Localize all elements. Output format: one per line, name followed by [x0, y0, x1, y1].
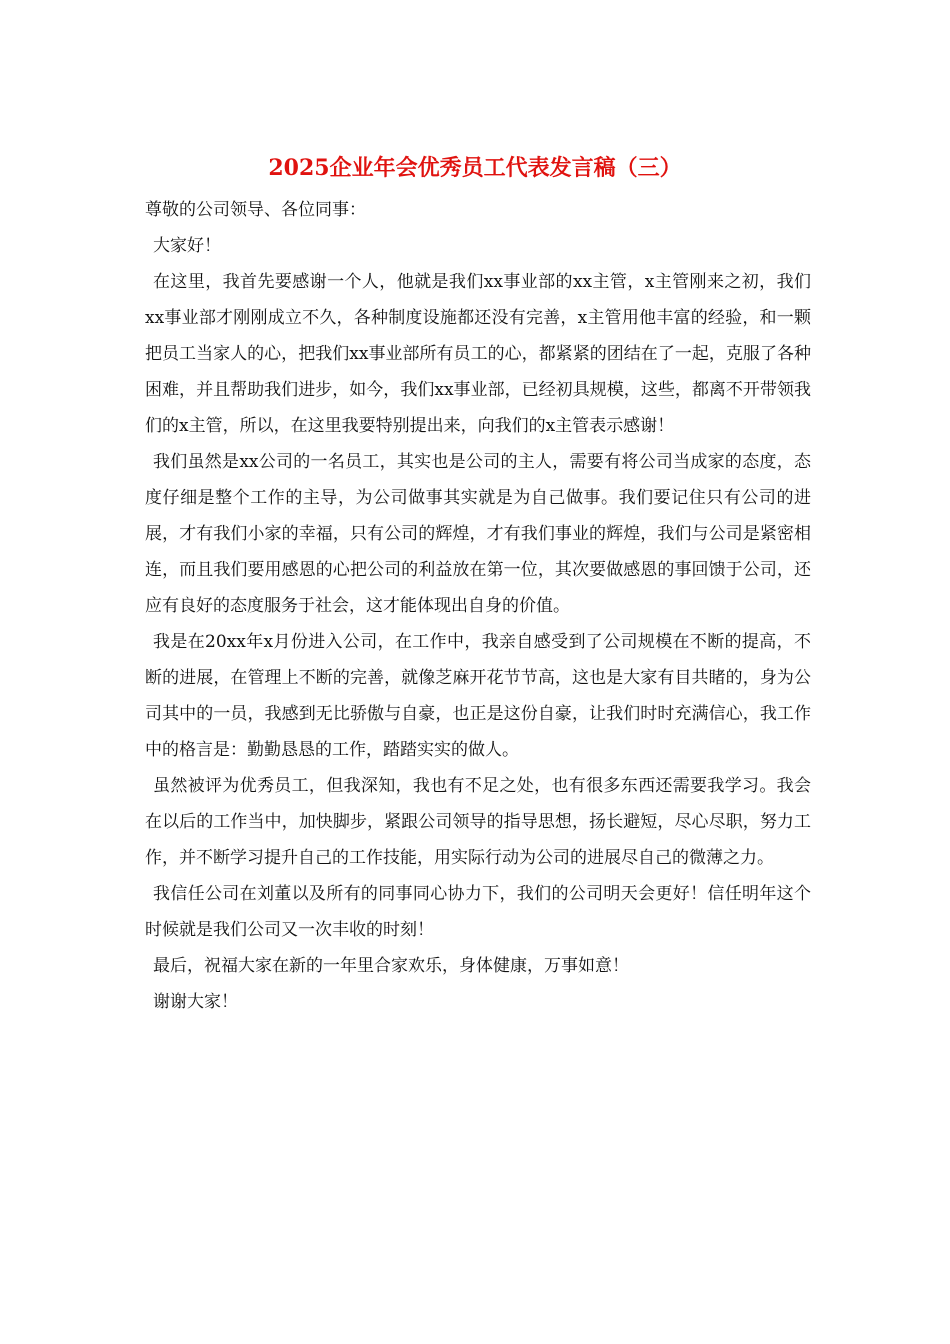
greeting: 大家好！ — [153, 236, 221, 256]
paragraph: 虽然被评为优秀员工，但我深知，我也有不足之处，也有很多东西还需要我学习。我会在以后的工作当中，加快脚步，紧跟公司领导的指导思想，扬长避短，尽心尽职，努力工作，并不断学习提升自己的工作技能，用实际行动为公司的进展尽自己的微薄之力。 — [145, 776, 811, 868]
document-body — [145, 192, 811, 1020]
paragraph: 我信任公司在刘董以及所有的同事同心协力下，我们的公司明天会更好！信任明年这个时候就是我们公司又一次丰收的时刻！ — [145, 884, 811, 940]
paragraph: 我们虽然是xx公司的一名员工，其实也是公司的主人，需要有将公司当成家的态度，态度仔细是整个工作的主导，为公司做事其实就是为自己做事。我们要记住只有公司的进展，才有我们小家的幸福，只有公司的辉煌，才有我们事业的辉煌，我们与公司是紧密相连，而且我们要用感恩的心把公司的利益放在第一位，其次要做感恩的事回馈于公司，还应有良好的态度服务于社会，这才能体现出自身的价值。 — [145, 452, 811, 616]
closing-wishes: 最后，祝福大家在新的一年里合家欢乐，身体健康，万事如意！ — [153, 956, 629, 976]
paragraph: 在这里，我首先要感谢一个人，他就是我们xx事业部的xx主管，x主管刚来之初，我们xx事业部才刚刚成立不久，各种制度设施都还没有完善，x主管用他丰富的经验，和一颗把员工当家人的心，把我们xx事业部所有员工的心，都紧紧的团结在了一起，克服了各种困难，并且帮助我们进步，如今，我们xx事业部，已经初具规模，这些，都离不开带领我们的x主管，所以，在这里我要特别提出来，向我们的x主管表示感谢！ — [145, 272, 811, 436]
document-title: 2025企业年会优秀员工代表发言稿（三） — [268, 155, 682, 181]
thanks: 谢谢大家！ — [153, 992, 238, 1012]
paragraph: 我是在20xx年x月份进入公司，在工作中，我亲自感受到了公司规模在不断的提高，不断的进展，在管理上不断的完善，就像芝麻开花节节高，这也是大家有目共睹的，身为公司其中的一员，我感到无比骄傲与自豪，也正是这份自豪，让我们时时充满信心，我工作中的格言是：勤勤恳恳的工作，踏踏实实的做人。 — [145, 632, 811, 760]
salutation: 尊敬的公司领导、各位同事： — [145, 200, 366, 220]
